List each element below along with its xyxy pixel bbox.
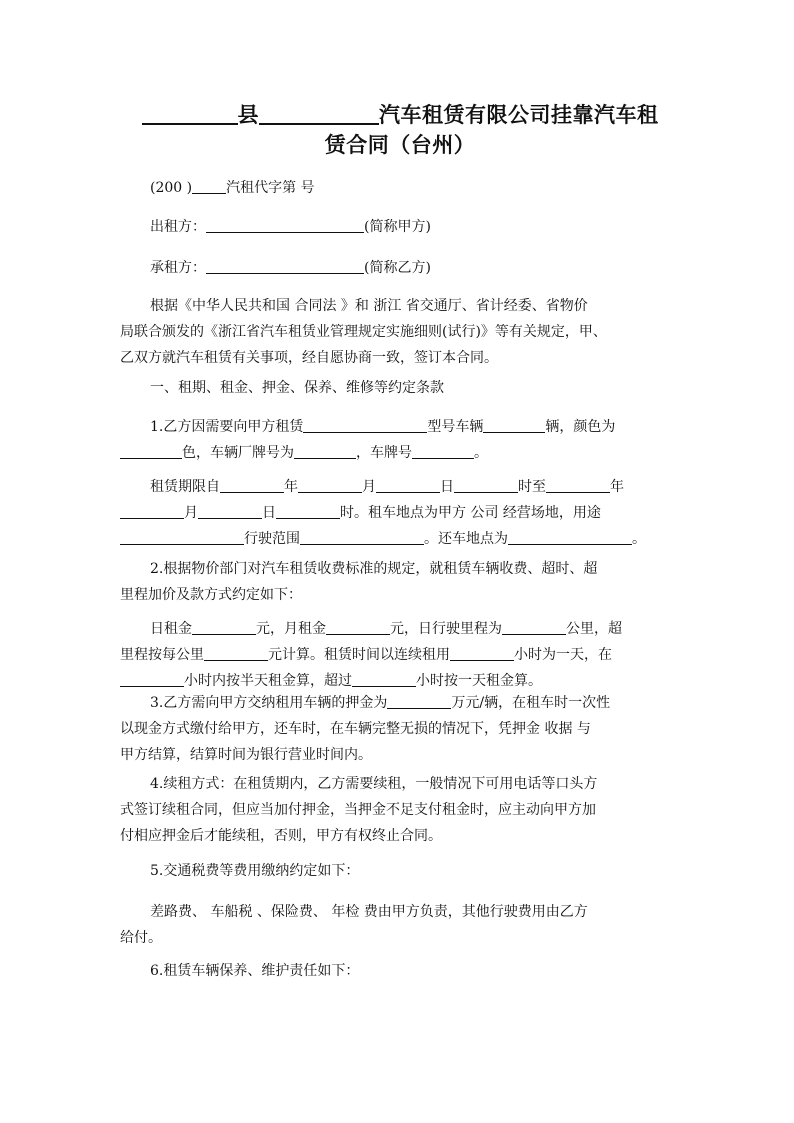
clause-2: 2.根据物价部门对汽车租赁收费标准的规定，就租赁车辆收费、超时、超 里程加价及款方式约定如下： <box>120 561 598 603</box>
blank-hours-per-day[interactable] <box>450 646 514 661</box>
blank-full-day-hours[interactable] <box>352 672 416 687</box>
clause-4: 4.续租方式：在租赁期内，乙方需要续租，一般情况下可用电话等口头方 式签订续租合同，但应当加付押金，当押金不足支付租金时，应主动向甲方加 付相应押金后才能续租，否则，甲方有权终止合同。 <box>120 776 598 844</box>
fees-paragraph: 差路费、 车船税 、保险费、 年检 费由甲方负责，其他行驶费用由乙方 给付。 <box>120 904 588 946</box>
page-title <box>120 98 680 160</box>
blank-return-location[interactable] <box>508 530 632 545</box>
title-line-1: 县 汽车租赁有限公司挂靠汽车租 <box>120 98 680 130</box>
blank-contract-number[interactable] <box>192 179 226 194</box>
section-heading-1: 一、租期、租金、押金、保养、维修等约定条款 <box>150 380 444 396</box>
blank-company[interactable] <box>259 101 379 125</box>
title-line-2: 赁合同（台州） <box>324 132 476 158</box>
preamble-paragraph: 根据《中华人民共和国 合同法 》和 浙江 省交通厅、省计经委、省物价 局联合颁发的《浙江省汽车租赁业管理规定实施细则(试行)》等有关规定，甲、 乙双方就汽车租赁有关事项，经自愿协商一致，签订本合同。 <box>120 298 607 366</box>
blank-start-month[interactable] <box>298 478 362 493</box>
blank-vehicle-model[interactable] <box>303 418 427 433</box>
blank-daily-rent[interactable] <box>192 620 256 635</box>
contract-number: (200 ) 汽租代字第 号 <box>150 180 315 196</box>
lessor-line: 出租方： (简称甲方) <box>150 219 431 235</box>
blank-end-hour[interactable] <box>276 504 340 519</box>
clause-1: 1.乙方因需要向甲方租赁 型号车辆 辆，颜色为 色，车辆厂牌号为 ，车牌号 。 <box>120 414 666 466</box>
blank-start-year[interactable] <box>220 478 284 493</box>
blank-lessor[interactable] <box>206 218 364 233</box>
blank-monthly-rent[interactable] <box>326 620 390 635</box>
blank-start-hour[interactable] <box>454 478 518 493</box>
blank-vehicle-count[interactable] <box>483 418 545 433</box>
lessee-line: 承租方： (简称乙方) <box>150 260 431 276</box>
clause-5: 5.交通税费等费用缴纳约定如下： <box>150 863 360 879</box>
blank-brand-number[interactable] <box>294 444 356 459</box>
blank-driving-range[interactable] <box>300 530 424 545</box>
blank-color[interactable] <box>120 444 182 459</box>
blank-daily-mileage[interactable] <box>502 620 566 635</box>
blank-lessee[interactable] <box>206 259 364 274</box>
blank-purpose[interactable] <box>120 530 244 545</box>
blank-per-km-price[interactable] <box>204 646 268 661</box>
blank-plate-number[interactable] <box>412 444 474 459</box>
blank-start-day[interactable] <box>376 478 440 493</box>
clause-3: 3.乙方需向甲方交纳租用车辆的押金为 万元/辆，在租车时一次性 以现金方式缴付给甲方，还车时，在车辆完整无损的情况下，凭押金 收据 与 甲方结算，结算时间为银行营业时间内。 <box>120 695 611 763</box>
blank-deposit[interactable] <box>387 694 451 709</box>
blank-end-year[interactable] <box>546 478 610 493</box>
blank-end-day[interactable] <box>198 504 262 519</box>
blank-end-month[interactable] <box>120 504 184 519</box>
blank-half-day-hours[interactable] <box>120 672 184 687</box>
clause-6: 6.租赁车辆保养、维护责任如下： <box>150 963 360 979</box>
rent-terms: 日租金 元，月租金 元，日行驶里程为 公里，超 里程按每公里 元计算。租赁时间以连续租用 小时为一天，在 小时内按半天租金算，超过 小时按一天租金算。 <box>120 621 622 689</box>
blank-county[interactable] <box>142 101 238 125</box>
rental-period: 租赁期限自 年 月 日 时至 年 月 日 时。租车地点为甲方 公司 经营场地，用途 行驶范围 。还车地点为 。 <box>120 474 666 552</box>
